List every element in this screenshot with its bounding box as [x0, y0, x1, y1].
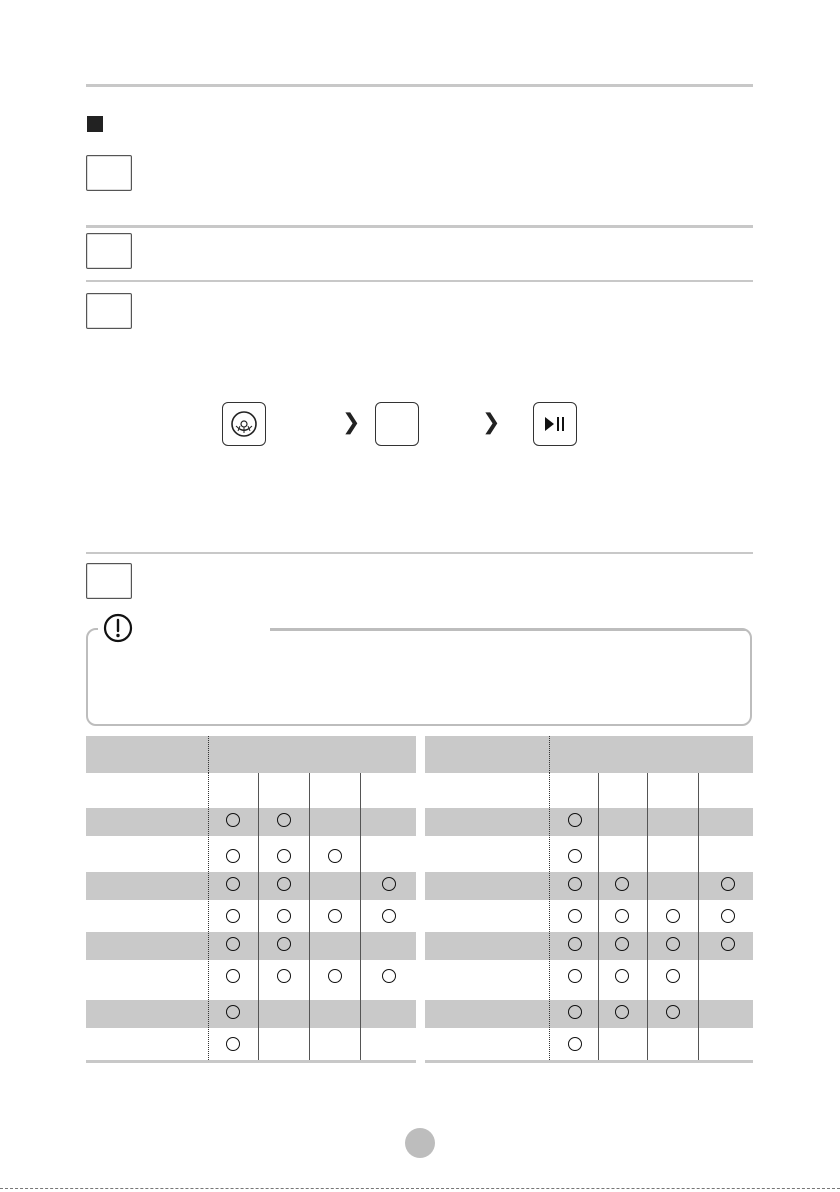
chevron-right-icon: ❯ — [482, 410, 501, 435]
table-column-line — [258, 773, 259, 1060]
supported-mark-icon — [277, 969, 291, 983]
table-column-line — [309, 773, 310, 1060]
note-title-rule — [270, 629, 746, 631]
supported-mark-icon — [721, 877, 735, 891]
table-bottom-rule — [425, 1060, 753, 1063]
divider-3 — [86, 552, 753, 554]
supported-mark-icon — [568, 849, 582, 863]
supported-mark-icon — [666, 937, 680, 951]
blank-key — [375, 402, 419, 446]
supported-mark-icon — [615, 937, 629, 951]
supported-mark-icon — [568, 937, 582, 951]
supported-mark-icon — [615, 969, 629, 983]
step-1-label-box — [86, 155, 132, 191]
supported-mark-icon — [226, 1037, 240, 1051]
supported-mark-icon — [226, 937, 240, 951]
supported-mark-icon — [226, 849, 240, 863]
supported-mark-icon — [277, 909, 291, 923]
supported-mark-icon — [226, 909, 240, 923]
supported-mark-icon — [615, 909, 629, 923]
table-header-divider — [208, 736, 209, 773]
supported-mark-icon — [568, 877, 582, 891]
supported-mark-icon — [226, 877, 240, 891]
supported-mark-icon — [615, 1005, 629, 1019]
table-row — [86, 932, 416, 960]
table-column-line — [647, 773, 648, 1060]
disc-key — [222, 402, 266, 446]
supported-mark-icon — [328, 909, 342, 923]
table-row — [86, 1000, 416, 1028]
table-column-line — [360, 773, 361, 1060]
supported-mark-icon — [568, 1005, 582, 1019]
step-4-label-box — [86, 563, 132, 599]
table-bottom-rule — [86, 1060, 416, 1063]
supported-mark-icon — [666, 1005, 680, 1019]
table-row — [425, 808, 753, 836]
section-bullet-square — [87, 116, 103, 132]
supported-mark-icon — [666, 969, 680, 983]
step-3-label-box — [86, 293, 132, 329]
supported-mark-icon — [568, 909, 582, 923]
supported-mark-icon — [568, 969, 582, 983]
supported-mark-icon — [382, 877, 396, 891]
table-row — [425, 932, 753, 960]
table-row — [425, 872, 753, 900]
play-pause-icon — [543, 416, 567, 432]
supported-mark-icon — [382, 969, 396, 983]
divider-2 — [86, 280, 753, 282]
supported-mark-icon — [277, 849, 291, 863]
supported-mark-icon — [568, 813, 582, 827]
table-column-line — [549, 773, 550, 1060]
supported-mark-icon — [277, 813, 291, 827]
page-number-badge — [405, 1128, 435, 1158]
supported-mark-icon — [615, 877, 629, 891]
table-column-line — [698, 773, 699, 1060]
table-column-line — [208, 773, 209, 1060]
table-row — [86, 872, 416, 900]
top-rule — [86, 84, 753, 87]
page-edge — [0, 1188, 840, 1189]
supported-mark-icon — [277, 937, 291, 951]
chevron-right-icon: ❯ — [342, 410, 361, 435]
supported-mark-icon — [666, 909, 680, 923]
divider-1 — [86, 225, 753, 228]
table-row — [425, 1000, 753, 1028]
table-row — [86, 808, 416, 836]
exclamation-circle-icon — [102, 612, 134, 644]
note-box — [86, 628, 752, 726]
supported-mark-icon — [226, 969, 240, 983]
table-left-header — [86, 736, 416, 773]
supported-mark-icon — [226, 1005, 240, 1019]
step-2-label-box — [86, 233, 132, 269]
supported-mark-icon — [721, 937, 735, 951]
disc-icon — [229, 409, 259, 439]
play-pause-key — [533, 402, 577, 446]
table-column-line — [598, 773, 599, 1060]
table-header-divider — [549, 736, 550, 773]
supported-mark-icon — [277, 877, 291, 891]
supported-mark-icon — [382, 909, 396, 923]
supported-mark-icon — [226, 813, 240, 827]
supported-mark-icon — [328, 969, 342, 983]
table-right-header — [425, 736, 753, 773]
supported-mark-icon — [328, 849, 342, 863]
supported-mark-icon — [721, 909, 735, 923]
supported-mark-icon — [568, 1037, 582, 1051]
